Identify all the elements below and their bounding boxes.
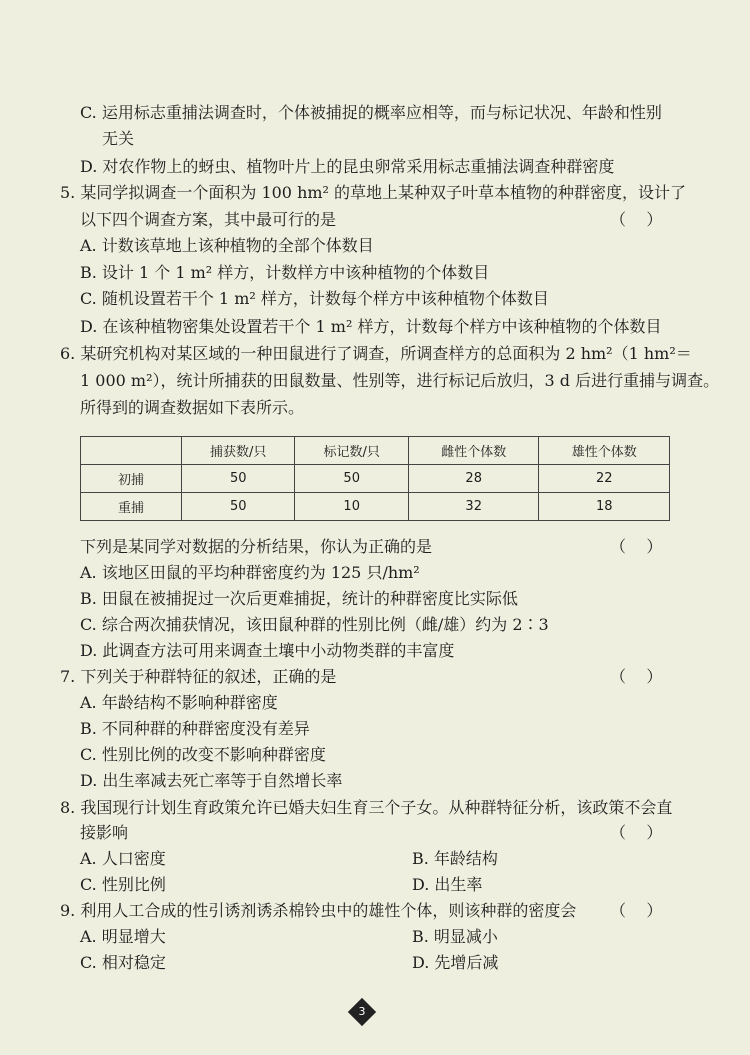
table-cell: 50 — [182, 493, 295, 521]
q4-option-d: D. 对农作物上的蚜虫、植物叶片上的昆虫卵常采用标志重捕法调查种群密度 — [80, 157, 615, 176]
table-header-row — [81, 437, 670, 465]
q4-option-c-line1: C. 运用标志重捕法调查时，个体被捕捉的概率应相等，而与标记状况、年龄和性别 — [80, 103, 662, 122]
q5-answer-bracket: （ ） — [610, 210, 663, 229]
q8-stem-line1: 8. 我国现行计划生育政策允许已婚夫妇生育三个子女。从种群特征分析，该政策不会直 — [60, 798, 673, 817]
q9-option-c: C. 相对稳定 — [80, 953, 166, 972]
q4-option-c-line2: 无关 — [102, 129, 135, 148]
q7-option-d: D. 出生率减去死亡率等于自然增长率 — [80, 771, 343, 790]
table-cell: 初捕 — [81, 465, 182, 493]
table-cell: 32 — [408, 493, 539, 521]
q5-stem-line2: 以下四个调查方案，其中最可行的是 — [80, 210, 337, 229]
table-cell: 10 — [295, 493, 408, 521]
table-header-cell: 捕获数/只 — [182, 437, 295, 465]
table-header-cell: 雄性个体数 — [539, 437, 670, 465]
table-header-cell: 雌性个体数 — [408, 437, 539, 465]
q8-option-a: A. 人口密度 — [80, 849, 166, 868]
q6-option-a: A. 该地区田鼠的平均种群密度约为 125 只/hm² — [80, 563, 420, 582]
q9-answer-bracket: （ ） — [610, 901, 663, 920]
table-cell: 22 — [539, 465, 670, 493]
q6-question: 下列是某同学对数据的分析结果，你认为正确的是 — [80, 537, 433, 556]
q6-option-d: D. 此调查方法可用来调查土壤中小动物类群的丰富度 — [80, 641, 455, 660]
q5-stem-line1: 5. 某同学拟调查一个面积为 100 hm² 的草地上某种双子叶草本植物的种群密度，设计了 — [60, 183, 687, 202]
q5-option-c: C. 随机设置若干个 1 m² 样方，计数每个样方中该种植物个体数目 — [80, 289, 549, 308]
q9-option-a: A. 明显增大 — [80, 927, 166, 946]
table-row — [81, 493, 670, 521]
q7-option-b: B. 不同种群的种群密度没有差异 — [80, 719, 310, 738]
table-row — [81, 465, 670, 493]
q9-option-d: D. 先增后减 — [412, 953, 499, 972]
q7-option-a: A. 年龄结构不影响种群密度 — [80, 693, 278, 712]
table-cell: 18 — [539, 493, 670, 521]
q9-option-b: B. 明显减小 — [412, 927, 498, 946]
table-header-cell: 标记数/只 — [295, 437, 408, 465]
q8-option-d: D. 出生率 — [412, 875, 483, 894]
q6-survey-table — [80, 436, 670, 521]
q5-option-d: D. 在该种植物密集处设置若干个 1 m² 样方，计数每个样方中该种植物的个体数目 — [80, 317, 662, 336]
q5-option-b: B. 设计 1 个 1 m² 样方，计数样方中该种植物的个体数目 — [80, 263, 490, 282]
q6-stem-line1: 6. 某研究机构对某区域的一种田鼠进行了调查，所调查样方的总面积为 2 hm²（1 hm²＝ — [60, 344, 692, 363]
q5-option-a: A. 计数该草地上该种植物的全部个体数目 — [80, 236, 374, 255]
table-cell: 28 — [408, 465, 539, 493]
q7-stem: 7. 下列关于种群特征的叙述，正确的是 — [60, 667, 337, 686]
table-cell: 重捕 — [81, 493, 182, 521]
q7-answer-bracket: （ ） — [610, 667, 663, 686]
table-cell: 50 — [182, 465, 295, 493]
q6-stem-line2: 1 000 m²），统计所捕获的田鼠数量、性别等，进行标记后放归，3 d 后进行重捕与调查。 — [80, 371, 720, 390]
q6-stem-line3: 所得到的调查数据如下表所示。 — [80, 398, 305, 417]
table-header-cell — [81, 437, 182, 465]
q7-option-c: C. 性别比例的改变不影响种群密度 — [80, 745, 326, 764]
q6-answer-bracket: （ ） — [610, 537, 663, 556]
q6-option-c: C. 综合两次捕获情况，该田鼠种群的性别比例（雌/雄）约为 2∶3 — [80, 615, 549, 634]
q6-option-b: B. 田鼠在被捕捉过一次后更难捕捉，统计的种群密度比实际低 — [80, 589, 518, 608]
table-cell: 50 — [295, 465, 408, 493]
q8-stem-line2: 接影响 — [80, 823, 129, 842]
q9-stem: 9. 利用人工合成的性引诱剂诱杀棉铃虫中的雄性个体，则该种群的密度会 — [60, 901, 577, 920]
page-number: 3 — [358, 1005, 366, 1018]
q8-answer-bracket: （ ） — [610, 823, 663, 842]
q8-option-c: C. 性别比例 — [80, 875, 166, 894]
q8-option-b: B. 年龄结构 — [412, 849, 498, 868]
